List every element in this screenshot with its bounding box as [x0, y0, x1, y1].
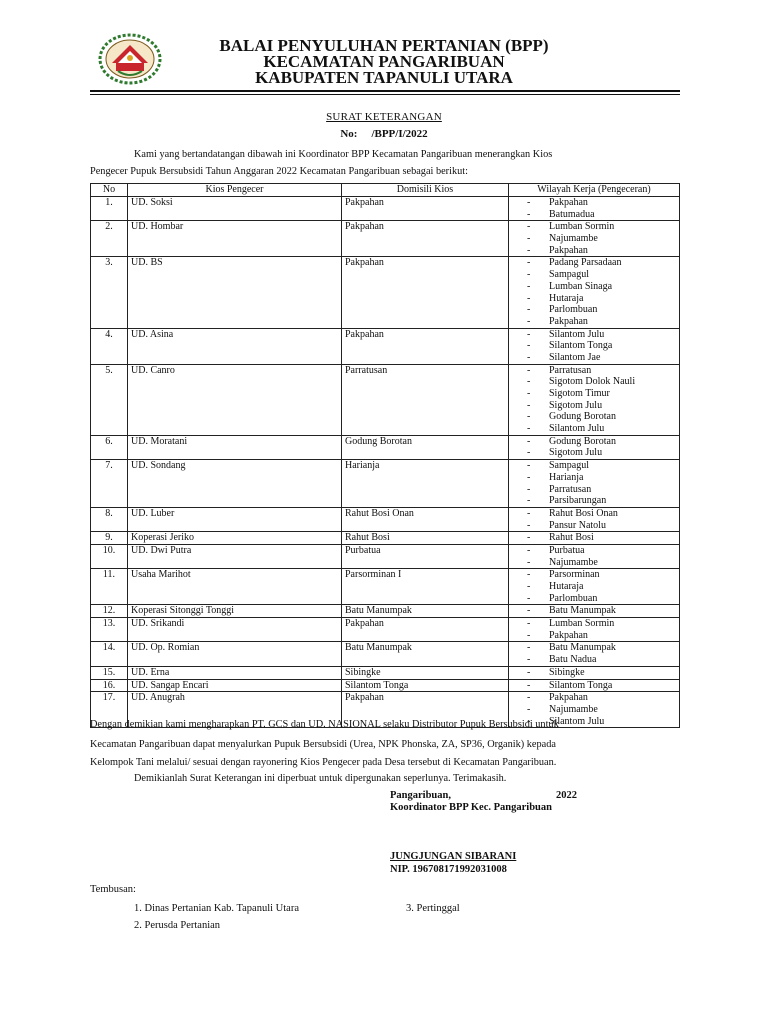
work-area-list: [512, 197, 676, 220]
kios-domicile: Harianja: [342, 460, 509, 508]
table-row: [91, 569, 680, 605]
work-area-list: [512, 329, 676, 364]
work-area-item: - Pakpahan: [512, 630, 676, 642]
work-area-item: - Pakpahan: [512, 692, 676, 704]
work-area-cell: [509, 364, 680, 435]
work-area-cell: [509, 679, 680, 692]
work-area-item: - Silantom Jae: [512, 352, 676, 364]
kios-name: UD. Sondang: [128, 460, 342, 508]
table-row: [91, 435, 680, 459]
signature-place: Pangaribuan,: [390, 790, 451, 801]
work-area-cell: [509, 435, 680, 459]
work-area-cell: [509, 569, 680, 605]
work-area-item: - Padang Parsadaan: [512, 257, 676, 269]
signature-place-date: [390, 790, 577, 801]
table-row: [91, 221, 680, 257]
work-area-item: - Lumban Sormin: [512, 618, 676, 630]
work-area-item: - Parlombuan: [512, 593, 676, 605]
signatory-nip: NIP. 196708171992031008: [390, 864, 507, 875]
cc-label: Tembusan:: [90, 884, 136, 895]
row-number: 14.: [91, 642, 128, 666]
work-area-list: [512, 618, 676, 641]
work-area-list: [512, 532, 676, 544]
work-area-item: - Parsorminan: [512, 569, 676, 581]
work-area-item: - Najumambe: [512, 233, 676, 245]
row-number: 8.: [91, 507, 128, 531]
closing-line-3: Kelompok Tani melalui/ sesuai dengan rayonering Kios Pengecer pada Desa tersebut di Kecamatan Pangaribuan.: [90, 757, 557, 768]
kios-domicile: Rahut Bosi: [342, 532, 509, 545]
kios-name: UD. BS: [128, 257, 342, 328]
table-row: [91, 364, 680, 435]
work-area-list: [512, 508, 676, 531]
header-regency: KABUPATEN TAPANULI UTARA: [255, 68, 513, 87]
row-number: 7.: [91, 460, 128, 508]
work-area-item: - Sigotom Dolok Nauli: [512, 376, 676, 388]
kios-domicile: Rahut Bosi Onan: [342, 507, 509, 531]
work-area-item: - Parlombuan: [512, 304, 676, 316]
row-number: 16.: [91, 679, 128, 692]
table-row: [91, 328, 680, 364]
kios-domicile: Pakpahan: [342, 328, 509, 364]
table-row: [91, 605, 680, 618]
cc-item: 2. Perusda Pertanian: [134, 920, 221, 931]
work-area-cell: [509, 618, 680, 642]
work-area-cell: [509, 507, 680, 531]
work-area-item: - Silantom Tonga: [512, 340, 676, 352]
kios-domicile: Parsorminan I: [342, 569, 509, 605]
header-rule-thin: [90, 94, 680, 95]
kios-name: UD. Op. Romian: [128, 642, 342, 666]
work-area-item: - Parratusan: [512, 365, 676, 377]
closing-line-1: Dengan demikian kami mengharapkan PT. GCS dan UD. NASIONAL selaku Distributor Pupuk Bersubsidi untuk: [90, 719, 559, 730]
work-area-item: - Najumambe: [512, 704, 676, 716]
work-area-cell: [509, 328, 680, 364]
work-area-list: [512, 365, 676, 435]
table-row: [91, 642, 680, 666]
work-area-list: [512, 545, 676, 568]
kios-domicile: Parratusan: [342, 364, 509, 435]
regency-logo: [98, 33, 162, 85]
work-area-item: - Batu Manumpak: [512, 605, 676, 617]
work-area-cell: [509, 605, 680, 618]
work-area-list: [512, 460, 676, 507]
signature-position: Koordinator BPP Kec. Pangaribuan: [390, 802, 552, 813]
kios-domicile: Pakpahan: [342, 618, 509, 642]
table-row: [91, 257, 680, 328]
col-kios-header: Kios Pengecer: [128, 184, 342, 197]
header-institution: BALAI PENYULUHAN PERTANIAN (BPP): [219, 36, 549, 55]
work-area-cell: [509, 197, 680, 221]
kios-name: UD. Hombar: [128, 221, 342, 257]
kios-domicile: Sibingke: [342, 666, 509, 679]
kios-name: UD. Erna: [128, 666, 342, 679]
kios-name: UD. Moratani: [128, 435, 342, 459]
table-row: [91, 544, 680, 568]
table-header-row: [91, 184, 680, 197]
kios-name: UD. Dwi Putra: [128, 544, 342, 568]
work-area-item: - Parratusan: [512, 484, 676, 496]
kios-domicile: Purbatua: [342, 544, 509, 568]
work-area-item: - Lumban Sormin: [512, 221, 676, 233]
work-area-list: [512, 642, 676, 665]
work-area-item: - Pakpahan: [512, 197, 676, 209]
work-area-item: - Pakpahan: [512, 316, 676, 328]
kios-name: Koperasi Jeriko: [128, 532, 342, 545]
work-area-list: [512, 257, 676, 327]
work-area-cell: [509, 642, 680, 666]
kios-domicile: Pakpahan: [342, 197, 509, 221]
signatory-name: JUNGJUNGAN SIBARANI: [390, 851, 517, 862]
work-area-cell: [509, 544, 680, 568]
row-number: 1.: [91, 197, 128, 221]
table-row: [91, 666, 680, 679]
work-area-item: - Lumban Sinaga: [512, 281, 676, 293]
work-area-item: - Silantom Julu: [512, 716, 676, 728]
work-area-item: - Silantom Tonga: [512, 680, 676, 692]
work-area-cell: [509, 257, 680, 328]
work-area-item: - Sigotom Julu: [512, 447, 676, 459]
col-domisili-header: Domisili Kios: [342, 184, 509, 197]
work-area-item: - Sigotom Julu: [512, 400, 676, 412]
kios-domicile: Silantom Tonga: [342, 679, 509, 692]
kios-name: UD. Luber: [128, 507, 342, 531]
letter-number-label: No:: [340, 128, 358, 140]
table-row: [91, 460, 680, 508]
work-area-item: - Batu Manumpak: [512, 642, 676, 654]
row-number: 3.: [91, 257, 128, 328]
row-number: 10.: [91, 544, 128, 568]
cc-item: 1. Dinas Pertanian Kab. Tapanuli Utara: [134, 903, 299, 914]
work-area-list: [512, 436, 676, 459]
header-rule-thick: [90, 90, 680, 92]
cc-item: 3. Pertinggal: [406, 903, 460, 914]
work-area-list: [512, 221, 676, 256]
work-area-cell: [509, 532, 680, 545]
closing-line-4: Demikianlah Surat Keterangan ini diperbuat untuk dipergunakan seperlunya. Terimakasih.: [134, 773, 507, 784]
work-area-list: [512, 569, 676, 604]
header-district: KECAMATAN PANGARIBUAN: [263, 52, 505, 71]
work-area-item: - Hutaraja: [512, 293, 676, 305]
row-number: 2.: [91, 221, 128, 257]
intro-line-1: Kami yang bertandatangan dibawah ini Koordinator BPP Kecamatan Pangaribuan menerangkan Kios: [134, 149, 553, 160]
row-number: 11.: [91, 569, 128, 605]
row-number: 6.: [91, 435, 128, 459]
kios-name: UD. Asina: [128, 328, 342, 364]
kios-name: UD. Canro: [128, 364, 342, 435]
work-area-list: [512, 667, 676, 679]
kios-table: [90, 183, 680, 728]
table-row: [91, 679, 680, 692]
kios-domicile: Batu Manumpak: [342, 605, 509, 618]
work-area-item: - Batumadua: [512, 209, 676, 221]
row-number: 15.: [91, 666, 128, 679]
kios-name: Usaha Marihot: [128, 569, 342, 605]
row-number: 13.: [91, 618, 128, 642]
work-area-item: - Silantom Julu: [512, 423, 676, 435]
work-area-item: - Rahut Bosi Onan: [512, 508, 676, 520]
closing-line-2: Kecamatan Pangaribuan dapat menyalurkan Pupuk Bersubsidi (Urea, NPK Phonska, ZA, SP36, Organik) kepada: [90, 739, 556, 750]
work-area-item: - Purbatua: [512, 545, 676, 557]
work-area-item: - Batu Nadua: [512, 654, 676, 666]
work-area-item: - Pakpahan: [512, 245, 676, 257]
letter-number: [0, 128, 768, 140]
work-area-cell: [509, 460, 680, 508]
work-area-cell: [509, 666, 680, 679]
table-body: [91, 197, 680, 728]
col-wilayah-header: Wilayah Kerja (Pengeceran): [509, 184, 680, 197]
col-no-header: No: [91, 184, 128, 197]
table-row: [91, 532, 680, 545]
kios-domicile: Pakpahan: [342, 221, 509, 257]
row-number: 12.: [91, 605, 128, 618]
kios-domicile: Batu Manumpak: [342, 642, 509, 666]
work-area-item: - Pansur Natolu: [512, 520, 676, 532]
work-area-item: - Godung Borotan: [512, 411, 676, 423]
table-row: [91, 618, 680, 642]
work-area-item: - Harianja: [512, 472, 676, 484]
work-area-item: - Hutaraja: [512, 581, 676, 593]
kios-domicile: Pakpahan: [342, 257, 509, 328]
letter-title: SURAT KETERANGAN: [326, 111, 442, 123]
row-number: 4.: [91, 328, 128, 364]
row-number: 9.: [91, 532, 128, 545]
work-area-item: - Parsibarungan: [512, 495, 676, 507]
work-area-item: - Godung Borotan: [512, 436, 676, 448]
kios-domicile: Godung Borotan: [342, 435, 509, 459]
kios-name: UD. Sangap Encari: [128, 679, 342, 692]
work-area-list: [512, 605, 676, 617]
row-number: 5.: [91, 364, 128, 435]
work-area-item: - Sampagul: [512, 269, 676, 281]
kios-domicile: Pakpahan: [342, 692, 509, 728]
row-number: 17.: [91, 692, 128, 728]
signature-year: 2022: [556, 790, 577, 801]
table-row: [91, 507, 680, 531]
letter-number-value: /BPP/I/2022: [371, 128, 428, 140]
work-area-item: - Sibingke: [512, 667, 676, 679]
work-area-item: - Najumambe: [512, 557, 676, 569]
table-row: [91, 197, 680, 221]
work-area-list: [512, 680, 676, 692]
work-area-item: - Rahut Bosi: [512, 532, 676, 544]
intro-line-2: Pengecer Pupuk Bersubsidi Tahun Anggaran 2022 Kecamatan Pangaribuan sebagai berikut:: [90, 166, 468, 177]
kios-name: UD. Soksi: [128, 197, 342, 221]
work-area-cell: [509, 221, 680, 257]
kios-name: UD. Anugrah: [128, 692, 342, 728]
work-area-item: - Silantom Julu: [512, 329, 676, 341]
work-area-item: - Sampagul: [512, 460, 676, 472]
kios-name: Koperasi Sitonggi Tonggi: [128, 605, 342, 618]
work-area-item: - Sigotom Timur: [512, 388, 676, 400]
kios-name: UD. Srikandi: [128, 618, 342, 642]
